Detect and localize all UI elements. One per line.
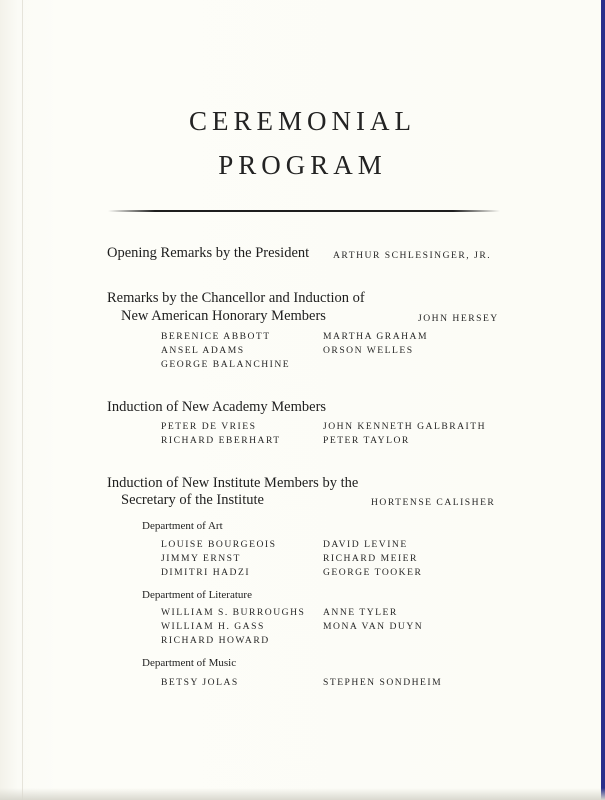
- opening-remarks-speaker: ARTHUR SCHLESINGER, JR.: [333, 250, 492, 261]
- honorary-member: ORSON WELLES: [323, 345, 414, 356]
- institute-member: RICHARD MEIER: [323, 553, 418, 564]
- opening-remarks-heading: Opening Remarks by the President: [107, 245, 310, 261]
- institute-member: STEPHEN SONDHEIM: [323, 677, 443, 688]
- academy-member: JOHN KENNETH GALBRAITH: [323, 421, 487, 432]
- department-heading-art: Department of Art: [142, 520, 223, 532]
- institute-induction-heading-1: Induction of New Institute Members by the: [107, 475, 359, 491]
- institute-member: DIMITRI HADZI: [161, 567, 251, 578]
- institute-member: WILLIAM H. GASS: [161, 621, 265, 632]
- academy-member: PETER DE VRIES: [161, 421, 257, 432]
- title-line-1: CEREMONIAL: [189, 106, 416, 136]
- page-bottom-shadow: [0, 788, 605, 800]
- institute-member: DAVID LEVINE: [323, 539, 408, 550]
- institute-member: ANNE TYLER: [323, 607, 398, 618]
- institute-member: LOUISE BOURGEOIS: [161, 539, 277, 550]
- chancellor-remarks-speaker: JOHN HERSEY: [418, 313, 499, 324]
- chancellor-remarks-heading-2: New American Honorary Members: [121, 308, 326, 324]
- academy-induction-heading: Induction of New Academy Members: [107, 399, 327, 415]
- title-line-2: PROGRAM: [218, 150, 387, 180]
- honorary-member: BERENICE ABBOTT: [161, 331, 271, 342]
- institute-induction-heading-2: Secretary of the Institute: [121, 492, 264, 508]
- department-heading-literature: Department of Literature: [142, 589, 252, 601]
- chancellor-remarks-heading-1: Remarks by the Chancellor and Induction of: [107, 290, 365, 306]
- institute-member: JIMMY ERNST: [161, 553, 241, 564]
- institute-member: RICHARD HOWARD: [161, 635, 270, 646]
- academy-member: RICHARD EBERHART: [161, 435, 281, 446]
- academy-member: PETER TAYLOR: [323, 435, 410, 446]
- institute-member: GEORGE TOOKER: [323, 567, 423, 578]
- institute-member: BETSY JOLAS: [161, 677, 239, 688]
- honorary-member: GEORGE BALANCHINE: [161, 359, 291, 370]
- institute-member: MONA VAN DUYN: [323, 621, 424, 632]
- honorary-member: ANSEL ADAMS: [161, 345, 245, 356]
- title-divider: [108, 210, 500, 212]
- honorary-member: MARTHA GRAHAM: [323, 331, 429, 342]
- department-heading-music: Department of Music: [142, 657, 237, 669]
- institute-member: WILLIAM S. BURROUGHS: [161, 607, 306, 618]
- institute-induction-speaker: HORTENSE CALISHER: [371, 497, 496, 508]
